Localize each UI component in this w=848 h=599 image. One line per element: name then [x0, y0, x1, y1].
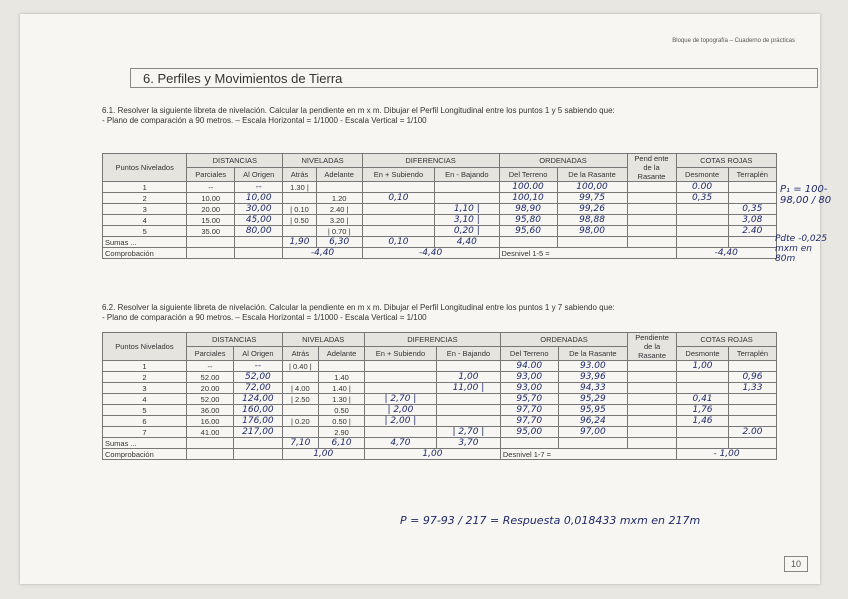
sumas-adelante: 6,10 [319, 438, 365, 449]
table-cell [677, 383, 729, 394]
table-cell-pendiente [628, 394, 677, 405]
sumas-label: Sumas ... [103, 237, 187, 248]
table-cell [677, 372, 729, 383]
table-cell: 1,46 [677, 416, 729, 427]
comprobacion-label: Comprobación [103, 248, 187, 259]
exercise-2-statement [102, 303, 802, 323]
exercise-1-line1: 6.1. Resolver la siguiente libreta de nivelación. Calcular la pendiente en m x m. Dibujar el Perfil Longitudinal entre los puntos 1 y 5 sabiendo que: [102, 106, 615, 115]
sumas-bajando: 4,40 [435, 237, 499, 248]
sumas-atras: 1,90 [283, 237, 316, 248]
header-adelante: Adelante [316, 168, 362, 182]
table-2-comprobacion-row [103, 449, 777, 460]
table-cell-pendiente [627, 215, 676, 226]
table-cell: 100,00 [557, 182, 627, 193]
table-cell: 5 [103, 226, 187, 237]
table-cell [362, 215, 434, 226]
header-adelante: Adelante [319, 347, 365, 361]
header-niveladas: NIVELADAS [283, 154, 362, 168]
table-cell: | 0.70 | [316, 226, 362, 237]
table-cell: 96,24 [558, 416, 627, 427]
table-cell: 95,60 [499, 226, 557, 237]
comprobacion-diferencias: 1,00 [364, 449, 500, 460]
header-atras: Atrás [283, 168, 316, 182]
table-cell: | 0.10 [283, 204, 316, 215]
header-distancias: DISTANCIAS [186, 333, 282, 347]
table-cell: -- [235, 182, 283, 193]
table-cell [728, 405, 776, 416]
table-cell [364, 372, 436, 383]
header-origen: Al Origen [234, 347, 282, 361]
document-page [20, 14, 832, 584]
table-cell: 95,70 [500, 394, 558, 405]
handwritten-slope-formula-1: P₁ = 100-98,00 / 80 [780, 184, 832, 206]
table-cell: 2.40 [728, 226, 776, 237]
desnivel-1-5-label: Desnivel 1-5 = [499, 248, 676, 259]
table-cell: 98,88 [557, 215, 627, 226]
table-cell [728, 361, 776, 372]
table-row [103, 226, 777, 237]
header-ordenadas: ORDENADAS [500, 333, 627, 347]
table-cell: -- [186, 361, 233, 372]
table-cell: 6 [103, 416, 187, 427]
table-cell: 1,76 [677, 405, 729, 416]
header-cotas: COTAS ROJAS [677, 333, 777, 347]
header-subiendo: En + Subiendo [362, 168, 434, 182]
table-cell: 0.00 [676, 182, 728, 193]
header-distancias: DISTANCIAS [187, 154, 283, 168]
table-cell: 0,10 [362, 193, 434, 204]
table-cell: 80,00 [235, 226, 283, 237]
table-cell [316, 182, 362, 193]
table-cell: 97,70 [500, 405, 558, 416]
table-cell [282, 372, 319, 383]
header-rasante: De la Rasante [558, 347, 627, 361]
table-cell: 5 [103, 405, 187, 416]
table-cell: 2 [103, 372, 187, 383]
table-row [103, 204, 777, 215]
table-cell: 2.00 [728, 427, 776, 438]
table-cell [676, 215, 728, 226]
table-row [103, 405, 777, 416]
header-ordenadas: ORDENADAS [499, 154, 627, 168]
table-cell: 1.40 | [319, 383, 365, 394]
header-subiendo: En + Subiendo [364, 347, 436, 361]
table-cell: | 4.00 [282, 383, 319, 394]
table-cell: 94,33 [558, 383, 627, 394]
table-cell: 20.00 [187, 204, 235, 215]
table-cell [436, 394, 500, 405]
table-cell: 0,35 [676, 193, 728, 204]
table-row [103, 372, 777, 383]
header-cotas: COTAS ROJAS [676, 154, 777, 168]
leveling-table-1 [102, 153, 777, 259]
header-parciales: Parciales [187, 168, 235, 182]
table-cell: 100.00 [499, 182, 557, 193]
table-cell: 93,00 [500, 372, 558, 383]
table-cell: 2.40 | [316, 204, 362, 215]
table-row [103, 383, 777, 394]
table-cell: 95,80 [499, 215, 557, 226]
table-cell: | 2,00 | [364, 416, 436, 427]
exercise-1-line2: - Plano de comparación a 90 metros. – Escala Horizontal = 1/1000 - Escala Vertical = 1/100 [102, 116, 427, 125]
table-cell: 98,00 [557, 226, 627, 237]
table-row [103, 182, 777, 193]
page-header: Bloque de topografía – Cuaderno de prácticas [672, 38, 795, 44]
table-cell: 1 [103, 182, 187, 193]
table-cell [319, 361, 365, 372]
table-cell [676, 226, 728, 237]
table-cell-pendiente [628, 405, 677, 416]
table-cell: 1,10 | [435, 204, 499, 215]
table-cell: 1.30 | [319, 394, 365, 405]
table-cell [436, 405, 500, 416]
table-cell: 1,00 [677, 361, 729, 372]
table-cell-pendiente [628, 416, 677, 427]
table-cell: 0,20 | [435, 226, 499, 237]
table-cell: 15.00 [187, 215, 235, 226]
desnivel-1-7-value: - 1,00 [677, 449, 777, 460]
desnivel-1-5-value: -4,40 [676, 248, 777, 259]
table-cell [436, 361, 500, 372]
table-cell: 2 [103, 193, 187, 204]
table-cell: 98,90 [499, 204, 557, 215]
header-bajando: En - Bajando [435, 168, 499, 182]
table-cell: 97,70 [500, 416, 558, 427]
table-cell: 11,00 | [436, 383, 500, 394]
page-number: 10 [784, 556, 808, 572]
leveling-table-2 [102, 332, 777, 460]
table-cell: 16.00 [186, 416, 233, 427]
table-cell: 0,96 [728, 372, 776, 383]
header-diferencias: DIFERENCIAS [362, 154, 499, 168]
header-terraplen: Terraplén [728, 168, 776, 182]
table-cell: 95,00 [500, 427, 558, 438]
table-cell: 93.00 [558, 361, 627, 372]
table-cell: | 2,70 | [436, 427, 500, 438]
table-cell: | 0.50 [283, 215, 316, 226]
table-1-body [103, 182, 777, 237]
table-cell: 160,00 [234, 405, 282, 416]
table-cell: 7 [103, 427, 187, 438]
table-cell: 52.00 [186, 394, 233, 405]
exercise-2-line2: - Plano de comparación a 90 metros. – Escala Horizontal = 1/1000 - Escala Vertical = 1/100 [102, 313, 427, 322]
table-cell: 99,75 [557, 193, 627, 204]
table-cell [677, 427, 729, 438]
table-cell: 97,00 [558, 427, 627, 438]
comprobacion-niveladas: -4,40 [283, 248, 362, 259]
header-atras: Atrás [282, 347, 319, 361]
table-cell [728, 394, 776, 405]
header-puntos: Puntos Nivelados [103, 154, 187, 182]
table-cell [282, 427, 319, 438]
table-cell: 124,00 [234, 394, 282, 405]
header-parciales: Parciales [186, 347, 233, 361]
table-cell: 0,35 [728, 204, 776, 215]
table-cell: 95,29 [558, 394, 627, 405]
table-cell: 1,00 [436, 372, 500, 383]
table-cell: 93,96 [558, 372, 627, 383]
table-cell: 35.00 [187, 226, 235, 237]
table-cell: 3 [103, 383, 187, 394]
table-cell [364, 383, 436, 394]
table-cell: 0.50 [319, 405, 365, 416]
sumas-subiendo: 0,10 [362, 237, 434, 248]
table-cell [728, 182, 776, 193]
header-diferencias: DIFERENCIAS [364, 333, 500, 347]
table-cell: 1 [103, 361, 187, 372]
table-cell [362, 182, 434, 193]
header-pendiente: Pendiente de la Rasante [628, 333, 677, 361]
table-cell: 4 [103, 394, 187, 405]
table-cell: 10.00 [187, 193, 235, 204]
table-cell: 72,00 [234, 383, 282, 394]
table-row [103, 215, 777, 226]
header-pendiente: Pend ente de la Rasante [627, 154, 676, 182]
desnivel-1-7-label: Desnivel 1-7 = [500, 449, 676, 460]
table-cell [435, 193, 499, 204]
table-cell [283, 226, 316, 237]
table-cell: 1.20 [316, 193, 362, 204]
table-cell [728, 416, 776, 427]
table-cell: 52,00 [234, 372, 282, 383]
table-cell: 3.20 | [316, 215, 362, 226]
table-row [103, 394, 777, 405]
table-cell-pendiente [628, 361, 677, 372]
sumas-adelante: 6,30 [316, 237, 362, 248]
table-cell-pendiente [628, 383, 677, 394]
table-2-sumas-row [103, 438, 777, 449]
header-terreno: Del Terreno [499, 168, 557, 182]
table-2-body [103, 361, 777, 438]
table-cell-pendiente [627, 226, 676, 237]
header-niveladas: NIVELADAS [282, 333, 364, 347]
exercise-1-statement [102, 106, 802, 126]
handwritten-slope-result-2: P = 97-93 / 217 = Respuesta 0,018433 mxm en 217m [400, 514, 701, 527]
table-cell: 3 [103, 204, 187, 215]
table-cell: | 2.50 [282, 394, 319, 405]
table-row [103, 416, 777, 427]
table-cell [362, 226, 434, 237]
header-terreno: Del Terreno [500, 347, 558, 361]
table-row [103, 193, 777, 204]
table-cell: 1,33 [728, 383, 776, 394]
table-cell: 0.50 | [319, 416, 365, 427]
table-cell: -- [234, 361, 282, 372]
sumas-bajando: 3,70 [436, 438, 500, 449]
table-cell: 99,26 [557, 204, 627, 215]
table-cell: 0,41 [677, 394, 729, 405]
table-cell: 41.00 [186, 427, 233, 438]
table-cell: 36.00 [186, 405, 233, 416]
table-cell-pendiente [627, 204, 676, 215]
table-cell: 100,10 [499, 193, 557, 204]
header-puntos: Puntos Nivelados [103, 333, 187, 361]
table-cell-pendiente [627, 182, 676, 193]
sumas-atras: 7,10 [282, 438, 319, 449]
header-bajando: En - Bajando [436, 347, 500, 361]
handwritten-slope-result-1: Pdte -0,025 mxm en 80m [775, 234, 828, 264]
table-cell: 95,95 [558, 405, 627, 416]
table-cell: 2.90 [319, 427, 365, 438]
table-1-comprobacion-row [103, 248, 777, 259]
table-cell [364, 361, 436, 372]
header-origen: Al Origen [235, 168, 283, 182]
table-cell [436, 416, 500, 427]
table-row [103, 361, 777, 372]
table-cell: 94.00 [500, 361, 558, 372]
table-cell: | 2,00 [364, 405, 436, 416]
header-terraplen: Terraplén [728, 347, 776, 361]
section-title: 6. Perfiles y Movimientos de Tierra [130, 68, 818, 88]
table-cell: 52.00 [186, 372, 233, 383]
table-cell [728, 193, 776, 204]
table-cell: -- [187, 182, 235, 193]
table-cell [364, 427, 436, 438]
table-cell: 93,00 [500, 383, 558, 394]
header-rasante: De la Rasante [557, 168, 627, 182]
table-cell: 3,10 | [435, 215, 499, 226]
table-cell: 10,00 [235, 193, 283, 204]
table-cell: 217,00 [234, 427, 282, 438]
header-desmonte: Desmonte [677, 347, 729, 361]
table-cell: 30,00 [235, 204, 283, 215]
table-cell [362, 204, 434, 215]
table-cell: 1.30 | [283, 182, 316, 193]
table-cell-pendiente [628, 427, 677, 438]
exercise-2-line1: 6.2. Resolver la siguiente libreta de nivelación. Calcular la pendiente en m x m. Dibujar el Perfil Longitudinal entre los puntos 1 y 7 sabiendo que: [102, 303, 615, 312]
table-cell: | 2,70 | [364, 394, 436, 405]
table-cell: | 0.40 | [282, 361, 319, 372]
table-row [103, 427, 777, 438]
table-cell: | 0.20 [282, 416, 319, 427]
comprobacion-niveladas: 1,00 [282, 449, 364, 460]
table-cell [283, 193, 316, 204]
table-cell: 3,08 [728, 215, 776, 226]
table-cell-pendiente [628, 372, 677, 383]
comprobacion-diferencias: -4,40 [362, 248, 499, 259]
table-cell: 1.40 [319, 372, 365, 383]
table-cell: 45,00 [235, 215, 283, 226]
comprobacion-label: Comprobación [103, 449, 187, 460]
table-cell: 20.00 [186, 383, 233, 394]
table-cell [282, 405, 319, 416]
table-cell: 4 [103, 215, 187, 226]
table-cell: 176,00 [234, 416, 282, 427]
table-1-sumas-row [103, 237, 777, 248]
table-cell [435, 182, 499, 193]
header-desmonte: Desmonte [676, 168, 728, 182]
table-cell-pendiente [627, 193, 676, 204]
sumas-label: Sumas ... [103, 438, 187, 449]
table-cell [676, 204, 728, 215]
sumas-subiendo: 4,70 [364, 438, 436, 449]
